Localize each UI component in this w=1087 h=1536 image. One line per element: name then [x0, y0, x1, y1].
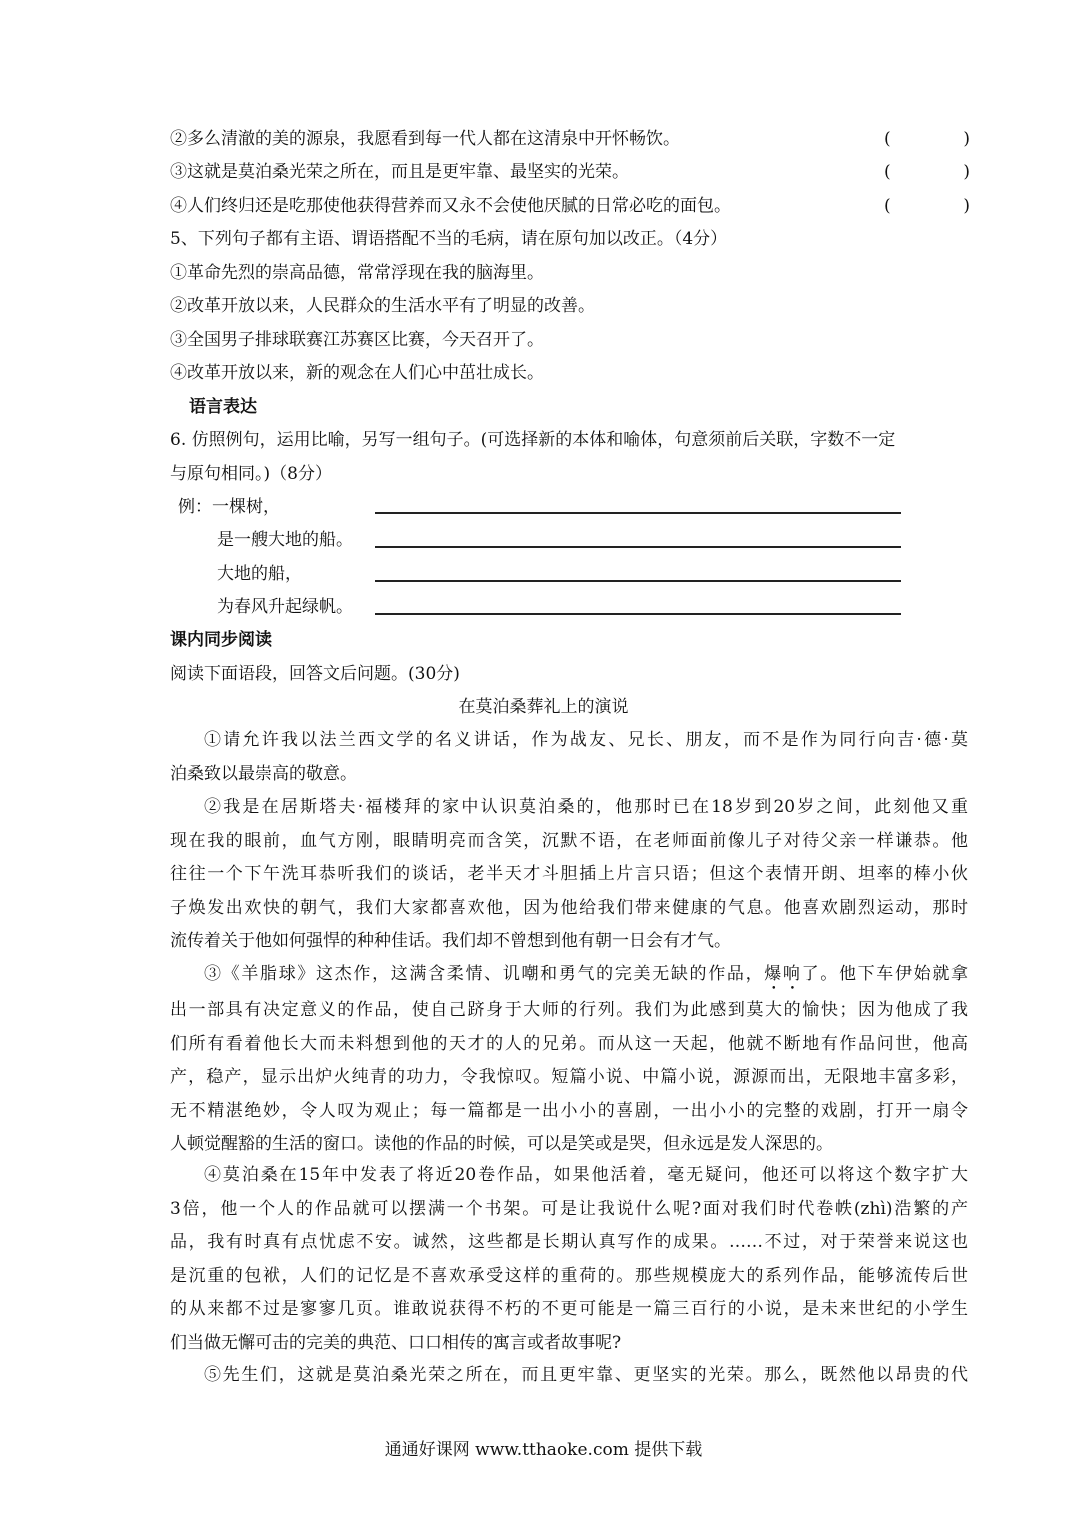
section-heading-language: 语言表达 [189, 397, 257, 417]
para-line: ④莫泊桑在15年中发表了将近20卷作品，如果他活着，毫无疑问，他还可以将这个数字扩大 [204, 1165, 968, 1185]
q5-prompt: 5、下列句子都有主语、谓语搭配不当的毛病，请在原句加以改正。（4分） [170, 229, 728, 249]
example-line: 为春风升起绿帆。 [217, 597, 353, 617]
para-line: 的从来都不过是寥寥几页。谁敢说获得不朽的不更可能是一篇三百行的小说，是未来世纪的小学生 [170, 1299, 968, 1319]
para-line: 子焕发出欢快的朝气，我们大家都喜欢他，因为他给我们带来健康的气息。他喜欢剧烈运动，那时 [170, 897, 968, 918]
article-paragraph-1 [170, 724, 968, 791]
para-line: 3倍，他一个人的作品就可以摆满一个书架。可是让我说什么呢?面对我们时代卷帙(zhì)浩繁的产 [170, 1198, 968, 1219]
q5-item: ①革命先烈的崇高品德，常常浮现在我的脑海里。 [170, 263, 544, 283]
para-line: ②我是在居斯塔夫·福楼拜的家中认识莫泊桑的，他那时已在18岁到20岁之间，此刻他又重 [204, 797, 968, 817]
para-line: 人顿觉醒豁的生活的窗口。读他的作品的时候，可以是笑或是哭，但永远是发人深思的。 [170, 1134, 833, 1154]
answer-blank-line[interactable] [375, 546, 901, 548]
para-line: ①请允许我以法兰西文学的名义讲话，作为战友、兄长、朋友，而不是作为同行向吉·德·莫 [204, 730, 968, 750]
example-line: 是一艘大地的船。 [217, 530, 353, 550]
q4-item-2: ②多么清澈的美的源泉，我愿看到每一代人都在这清泉中开怀畅饮。 [170, 129, 680, 149]
article-paragraph-4 [170, 1159, 968, 1360]
para-line: ③《羊脂球》这杰作，这满含柔情、讥嘲和勇气的完美无缺的作品，爆响了。他下车伊始就拿 [204, 964, 969, 984]
q4-item-3: ③这就是莫泊桑光荣之所在，而且是更牢靠、最坚实的光荣。 [170, 162, 629, 182]
para-line: 泊桑致以最崇高的敬意。 [170, 763, 357, 784]
article-title: 在莫泊桑葬礼上的演说 [458, 697, 629, 717]
reading-intro: 阅读下面语段，回答文后问题。(30分) [170, 664, 460, 684]
section-heading-reading: 课内同步阅读 [170, 630, 272, 650]
para-line: 现在我的眼前，血气方刚，眼睛明亮而含笑，沉默不语，在老师面前像儿子对待父亲一样谦恭。他 [170, 830, 968, 851]
answer-blank-line[interactable] [375, 613, 901, 615]
para-line: 品，我有时真有点忧虑不安。诚然，这些都是长期认真写作的成果。……不过，对于荣誉来说这也 [170, 1232, 968, 1252]
q4-item-4: ④人们终归还是吃那使他获得营养而又永不会使他厌腻的日常必吃的面包。 [170, 196, 731, 216]
para-line: 往往一个下午洗耳恭听我们的谈话，老半天才斗胆插上片言只语；但这个表情开朗、坦率的棒小伙 [170, 864, 968, 884]
para-line: 是沉重的包袱，人们的记忆是不喜欢承受这样的重荷的。那些规模庞大的系列作品，能够流传后世 [170, 1265, 968, 1286]
q6-prompt-cont: 与原句相同。)（8分） [170, 464, 332, 484]
q6-prompt: 6. 仿照例句，运用比喻，另写一组句子。(可选择新的本体和喻体，句意须前后关联，字数不一定 [170, 430, 896, 450]
example-line: 例：一棵树， [178, 497, 280, 517]
para-line: 们当做无懈可击的完美的典范、口口相传的寓言或者故事呢? [170, 1332, 622, 1353]
article-paragraph-3 [170, 958, 968, 1162]
article-paragraph-2 [170, 791, 968, 959]
answer-blank-line[interactable] [375, 580, 901, 582]
para-line: 们所有看着他长大而未料想到他的天才的人的兄弟。而从这一天起，他就不断地有作品问世，他高 [170, 1033, 968, 1054]
page-footer: 通通好课网 www.tthaoke.com 提供下载 [384, 1440, 703, 1460]
para-line: 无不精湛绝妙，令人叹为观止；每一篇都是一出小小的喜剧，一出小小的完整的戏剧，打开一扇令 [170, 1100, 968, 1121]
example-line: 大地的船， [217, 564, 302, 584]
para-line: 产，稳产，显示出炉火纯青的功力，令我惊叹。短篇小说、中篇小说，源源而出，无限地丰富多彩， [170, 1067, 968, 1087]
q5-item: ③全国男子排球联赛江苏赛区比赛，今天召开了。 [170, 330, 544, 350]
answer-blank-line[interactable] [375, 512, 901, 514]
para-line: 出一部具有决定意义的作品，使自己跻身于大师的行列。我们为此感到莫大的愉快；因为他成了我 [170, 1000, 968, 1020]
q5-item: ④改革开放以来，新的观念在人们心中茁壮成长。 [170, 363, 544, 383]
q5-item: ②改革开放以来，人民群众的生活水平有了明显的改善。 [170, 296, 595, 316]
para-line: 流传着关于他如何强悍的种种佳话。我们却不曾想到他有朝一日会有才气。 [170, 931, 731, 951]
emphasized-word: 爆响 [764, 964, 802, 984]
para-line: ⑤先生们，这就是莫泊桑光荣之所在，而且更牢靠、更坚实的光荣。那么，既然他以昂贵的代 [204, 1365, 968, 1385]
article-paragraph-5 [170, 1359, 968, 1393]
